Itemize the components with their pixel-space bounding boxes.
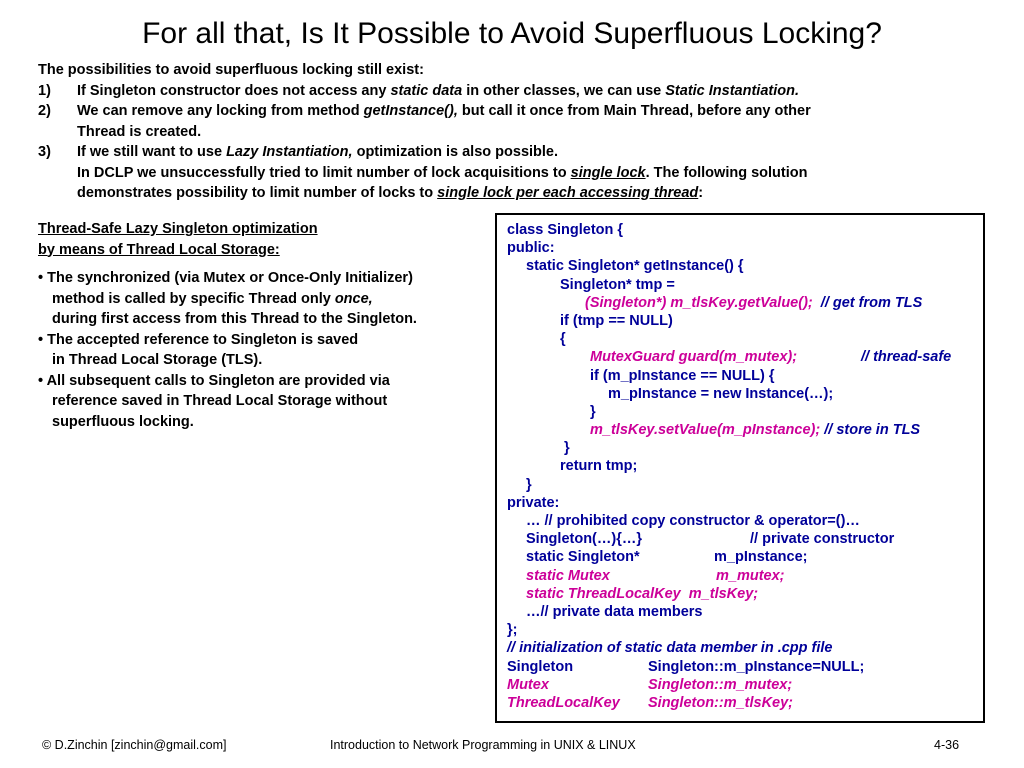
bullet-item xyxy=(38,371,493,433)
list-item xyxy=(38,81,998,102)
list-text-italic: getInstance(), xyxy=(363,103,458,119)
code-line: Singleton* tmp = xyxy=(560,276,675,293)
heading-line: Thread-Safe Lazy Singleton optimization xyxy=(38,221,318,237)
code-line: // initialization of static data member in .cpp file xyxy=(507,640,833,657)
bullet-line: method is called by specific Thread only once, xyxy=(52,290,373,307)
code-line: if (m_pInstance == NULL) { xyxy=(590,367,775,384)
explanation-heading xyxy=(38,219,493,260)
list-text: optimization is also possible. xyxy=(352,144,559,160)
code-line: ThreadLocalKey Singleton::m_tlsKey; xyxy=(507,694,794,711)
list-text-italic: Lazy Instantiation, xyxy=(226,144,353,160)
bullet-line: superfluous locking. xyxy=(52,413,194,430)
bullet-item xyxy=(38,330,493,371)
code-line: static Mutex m_mutex; xyxy=(526,567,785,584)
code-line: m_tlsKey.setValue(m_pInstance); // store in TLS xyxy=(590,422,921,439)
code-line: … // prohibited copy constructor & operator=()… xyxy=(526,513,860,529)
bullet-line: in Thread Local Storage (TLS). xyxy=(52,352,263,368)
code-line: }; xyxy=(507,622,518,639)
code-box xyxy=(495,213,985,723)
list-text-italic: static data xyxy=(390,82,463,99)
code-line: } xyxy=(526,476,532,493)
list-text: In DCLP we unsuccessfully tried to limit number of lock acquisitions to xyxy=(77,164,571,181)
bullet-line: • All subsequent calls to Singleton are provided via xyxy=(38,372,390,389)
code-line: { xyxy=(560,331,566,348)
list-text-underlined: single lock xyxy=(570,164,646,181)
code-line: static ThreadLocalKey m_tlsKey; xyxy=(526,585,759,602)
list-text-italic: Static Instantiation. xyxy=(665,82,800,99)
code-line: Singleton(…){…} // private constructor xyxy=(526,531,895,548)
explanation-panel xyxy=(38,219,493,432)
list-text: . The following solution xyxy=(645,164,808,181)
list-text: demonstrates possibility to limit number of locks to xyxy=(77,185,438,201)
bullet-list xyxy=(38,268,493,432)
code-line: static Singleton* m_pInstance; xyxy=(526,549,808,566)
list-item-continuation: Thread is created. xyxy=(77,123,202,140)
code-line: return tmp; xyxy=(560,458,638,475)
code-line: } xyxy=(590,403,596,420)
bullet-line: reference saved in Thread Local Storage without xyxy=(52,393,388,409)
bullet-line: during first access from this Thread to the Singleton. xyxy=(52,311,417,327)
list-text: If we still want to use xyxy=(77,144,227,160)
bullet-line: • The accepted reference to Singleton is saved xyxy=(38,331,359,348)
code-line: private: xyxy=(507,494,560,511)
code-line: public: xyxy=(507,240,555,257)
list-text: in other classes, we can use xyxy=(462,82,666,99)
code-line: if (tmp == NULL) xyxy=(560,312,673,329)
footer-course: Introduction to Network Programming in UNIX & LINUX xyxy=(330,738,636,752)
list-number: 3) xyxy=(38,144,51,160)
intro-list xyxy=(38,60,998,204)
footer-page-number: 4-36 xyxy=(934,738,960,752)
list-text: We can remove any locking from method xyxy=(77,103,364,119)
bullet-line: • The synchronized (via Mutex or Once-Only Initializer) xyxy=(38,270,413,286)
list-item-continuation xyxy=(38,163,998,184)
list-number: 2) xyxy=(38,103,51,119)
bullet-item xyxy=(38,268,493,330)
code-line: Mutex Singleton::m_mutex; xyxy=(507,676,793,693)
footer-author: © D.Zinchin [zinchin@gmail.com] xyxy=(42,738,227,752)
code-line: Singleton Singleton::m_pInstance=NULL; xyxy=(507,658,865,675)
code-line: …// private data members xyxy=(526,603,703,620)
code-line: m_pInstance = new Instance(…); xyxy=(608,385,834,402)
code-line: } xyxy=(564,440,570,457)
code-line: (Singleton*) m_tlsKey.getValue(); // get from TLS xyxy=(585,294,923,311)
heading-line: by means of Thread Local Storage: xyxy=(38,241,280,258)
slide-title: For all that, Is It Possible to Avoid Superfluous Locking? xyxy=(142,17,882,50)
list-item xyxy=(38,101,998,122)
list-text: If Singleton constructor does not access any xyxy=(77,82,391,99)
list-text-underlined: single lock per each accessing thread xyxy=(437,185,699,201)
code-listing xyxy=(507,221,952,712)
list-number: 1) xyxy=(38,82,51,99)
list-item xyxy=(38,142,998,163)
list-text: : xyxy=(698,185,704,201)
code-line: class Singleton { xyxy=(507,222,624,238)
list-text: but call it once from Main Thread, before any other xyxy=(457,103,811,119)
code-line: MutexGuard guard(m_mutex); // thread-safe xyxy=(590,349,952,366)
intro-lead: The possibilities to avoid superfluous locking still exist: xyxy=(38,62,424,78)
list-item-continuation xyxy=(38,183,998,204)
code-line: static Singleton* getInstance() { xyxy=(526,258,744,275)
